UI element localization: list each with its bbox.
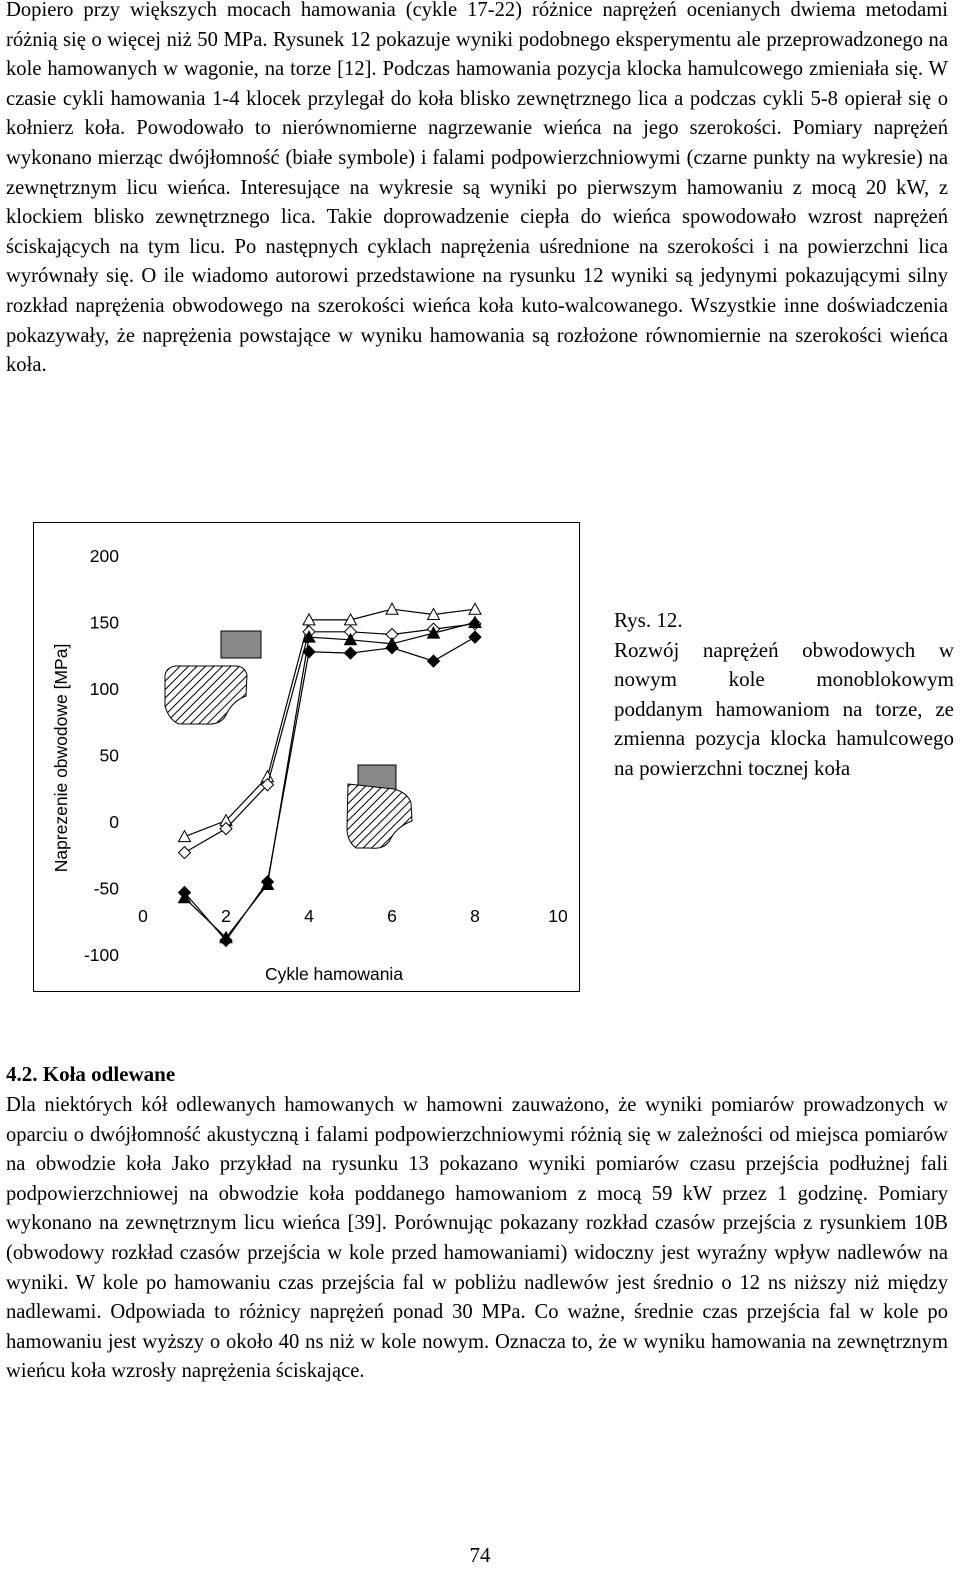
x-tick-label: 4: [304, 906, 314, 926]
figure-12-chart: [33, 522, 580, 992]
body-paragraph-2: Dla niektórych kół odlewanych hamowanych w hamowni zauważono, że wyniki pomiarów prowadzonych w oparciu o dwójłomność akustyczną i falami podpowierzchniowymi różnią się w zależności od miejsca pomiarów na obwodzie koła Jako przykład na rysunku 13 pokazano wyniki pomiarów czasu przejścia podłużnej fali podpowierzchniowej na obwodzie koła poddanego hamowaniom z mocą 59 kW przez 1 godzinę. Pomiary wykonano na zewnętrznym licu wieńca [39]. Porównując pokazany rozkład czasów przejścia z rysunkiem 10B (obwodowy rozkład czasów przejścia w kole przed hamowaniami) widoczny jest wyraźny wpływ nadlewów na wyniki. W kole po hamowaniu czas przejścia fal w pobliżu nadlewów jest średnio o 12 ns niższy niż między nadlewami. Odpowiada to różnicy naprężeń ponad 30 MPa. Co ważne, średnie czas przejścia fal w kole po hamowaniu jest wyższy o około 40 ns niż w kole nowym. Oznacza to, że w wyniku hamowania na zewnętrznym wieńcu koła wzrosły naprężenia ściskające.: [6, 1094, 948, 1383]
x-tick-label: 10: [548, 906, 568, 926]
figure-caption: [614, 606, 954, 784]
data-point: [469, 603, 481, 614]
section-heading: 4.2. Koła odlewane: [6, 1062, 176, 1086]
y-tick-label: 0: [109, 812, 119, 832]
figure-caption-label: Rys. 12.: [614, 608, 683, 632]
body-paragraph-1: Dopiero przy większych mocach hamowania (cykle 17-22) różnice naprężeń ocenianych dwiema metodami różnią się o więcej niż 50 MPa. Rysunek 12 pokazuje wyniki podobnego eksperymentu ale przeprowadzonego na kole hamowanych w wagonie, na torze [12]. Podczas hamowania pozycja klocka hamulcowego zmieniała się. W czasie cykli hamowania 1-4 klocek przylegał do koła blisko zewnętrznego lica a podczas cykli 5-8 opierał się o kołnierz koła. Powodowało to nierównomierne nagrzewanie wieńca na jego szerokości. Pomiary naprężeń wykonano mierząc dwójłomność (białe symbole) i falami podpowierzchniowymi (czarne punkty na wykresie) na zewnętrznym licu wieńca. Interesujące na wykresie są wyniki po pierwszym hamowaniu z mocą 20 kW, z klockiem blisko zewnętrznego lica. Takie doprowadzenie ciepła do wieńca spowodowało wzrost naprężeń ściskających na tym licu. Po następnych cyklach naprężenia uśrednione na szerokości i na powierzchni lica wyrównały się. O ile wiadomo autorowi przedstawione na rysunku 12 wyniki są jedynymi pokazującymi silny rozkład naprężenia obwodowego na szerokości wieńca koła kuto-walcowanego. Wszystkie inne doświadczenia pokazywały, że naprężenia powstające w wyniku hamowania są rozłożone równomiernie na szerokości wieńca koła.: [6, 0, 948, 377]
page-number: 74: [469, 1543, 491, 1567]
data-point: [345, 647, 357, 659]
chart-svg: [34, 523, 581, 993]
y-tick-label: 100: [89, 679, 119, 699]
y-tick-label: 150: [89, 612, 119, 633]
data-point: [469, 631, 481, 643]
x-axis-label: Cykle hamowania: [264, 964, 404, 984]
y-tick-label: -50: [93, 878, 119, 899]
x-tick-label: 2: [221, 906, 231, 926]
y-axis-label: Naprezenie obwodowe [MPa]: [51, 643, 71, 873]
x-tick-label: 0: [138, 906, 148, 926]
chart-axes: [84, 546, 568, 965]
data-point: [179, 831, 191, 842]
data-point: [179, 847, 191, 859]
data-point: [428, 655, 440, 667]
y-tick-label: -100: [83, 945, 119, 965]
wheel-profile-icon-brake-flange: [347, 765, 412, 848]
figure-caption-text: Rozwój naprężeń obwodowych w nowym kole monoblokowym poddanym hamowaniom na torze, ze zmienna pozycja klocka hamulcowego na powierzchni tocznej koła: [614, 637, 954, 780]
x-tick-label: 8: [470, 906, 480, 926]
y-tick-label: 50: [99, 745, 119, 766]
x-tick-label: 6: [387, 906, 397, 926]
wheel-profile-icon-brake-outer: [165, 631, 261, 724]
y-tick-label: 200: [89, 546, 119, 566]
data-point: [386, 603, 398, 614]
